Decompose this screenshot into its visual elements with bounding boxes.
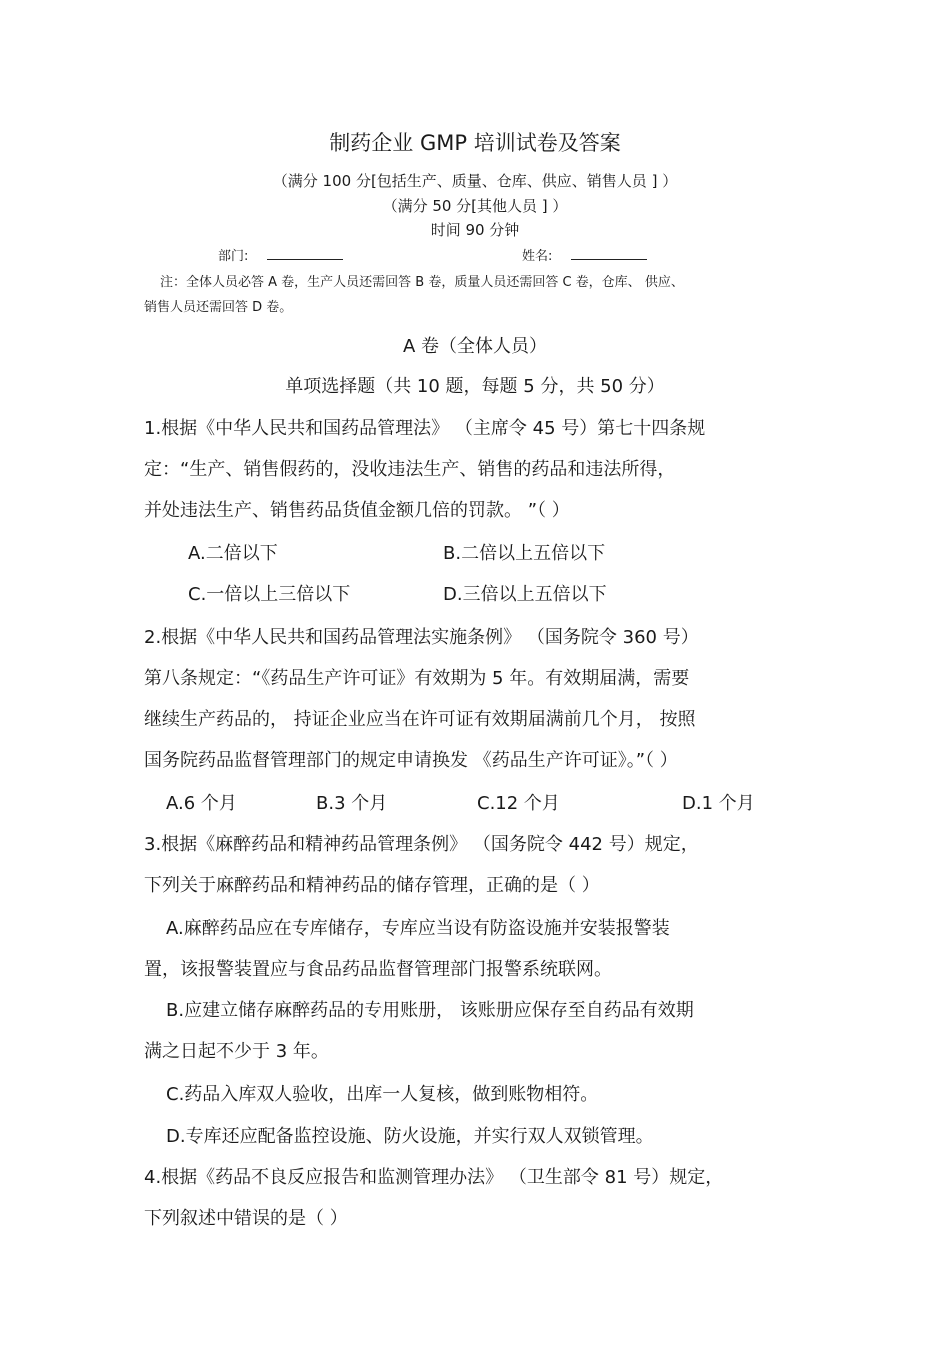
- q2-option-b: B.3 个月: [316, 793, 388, 814]
- q2-line-3: 继续生产药品的， 持证企业应当在许可证有效期届满前几个月， 按照: [144, 709, 696, 730]
- q2-option-d: D.1 个月: [682, 793, 755, 814]
- q1-line-2: 定：“生产、销售假药的，没收违法生产、销售的药品和违法所得，: [144, 459, 676, 480]
- q3-line-1: 3.根据《麻醉药品和精神药品管理条例》 （国务院令 442 号）规定，: [144, 834, 699, 855]
- page-title: 制药企业 GMP 培训试卷及答案: [329, 131, 621, 155]
- q4-line-1: 4.根据《药品不良反应报告和监测管理办法》 （卫生部令 81 号）规定，: [144, 1167, 724, 1188]
- q3-option-b-line-1: B.应建立储存麻醉药品的专用账册， 该账册应保存至自药品有效期: [166, 1000, 694, 1021]
- q3-option-b-line-2: 满之日起不少于 3 年。: [144, 1041, 329, 1062]
- dept-field: [218, 245, 343, 264]
- note-line-1: 注：全体人员必答 A 卷，生产人员还需回答 B 卷，质量人员还需回答 C 卷，仓库、 供应、: [160, 275, 684, 290]
- q3-option-a-line-1: A.麻醉药品应在专库储存，专库应当设有防盗设施并安装报警装: [166, 918, 670, 939]
- q3-option-d: D.专库还应配备监控设施、防火设施，并实行双人双锁管理。: [166, 1126, 654, 1147]
- name-label: 姓名:: [522, 249, 553, 264]
- q1-option-c: C.一倍以上三倍以下: [188, 584, 351, 605]
- q2-line-4: 国务院药品监督管理部门的规定申请换发 《药品生产许可证》。”（ ）: [144, 750, 678, 771]
- q2-line-2: 第八条规定：“《药品生产许可证》有效期为 5 年。有效期届满，需要: [144, 668, 690, 689]
- note-line-2: 销售人员还需回答 D 卷。: [144, 300, 293, 315]
- q2-option-a: A.6 个月: [166, 793, 237, 814]
- section-subtitle: 单项选择题（共 10 题，每题 5 分，共 50 分）: [285, 376, 665, 397]
- dept-label: 部门:: [218, 249, 249, 264]
- section-title: A 卷（全体人员）: [402, 336, 548, 357]
- q4-line-2: 下列叙述中错误的是（ ）: [144, 1208, 348, 1229]
- name-field: [522, 245, 647, 264]
- name-blank: [571, 247, 647, 260]
- dept-blank: [267, 247, 343, 260]
- q1-line-1: 1.根据《中华人民共和国药品管理法》 （主席令 45 号）第七十四条规: [144, 418, 706, 439]
- time-line: 时间 90 分钟: [430, 221, 520, 239]
- q1-line-3: 并处违法生产、销售药品货值金额几倍的罚款。 ”（ ）: [144, 500, 570, 521]
- q1-option-a: A.二倍以下: [188, 543, 278, 564]
- q3-line-2: 下列关于麻醉药品和精神药品的储存管理，正确的是（ ）: [144, 875, 600, 896]
- q1-option-b: B.二倍以上五倍以下: [443, 543, 606, 564]
- q2-option-c: C.12 个月: [477, 793, 560, 814]
- score-line-full: （满分 100 分[包括生产、质量、仓库、供应、销售人员 ] ）: [272, 172, 678, 190]
- q3-option-a-line-2: 置，该报警装置应与食品药品监督管理部门报警系统联网。: [144, 959, 612, 980]
- q2-line-1: 2.根据《中华人民共和国药品管理法实施条例》 （国务院令 360 号）: [144, 627, 699, 648]
- q3-option-c: C.药品入库双人验收，出库一人复核，做到账物相符。: [166, 1084, 599, 1105]
- score-line-other: （满分 50 分[其他人员 ] ）: [382, 197, 568, 215]
- q1-option-d: D.三倍以上五倍以下: [443, 584, 607, 605]
